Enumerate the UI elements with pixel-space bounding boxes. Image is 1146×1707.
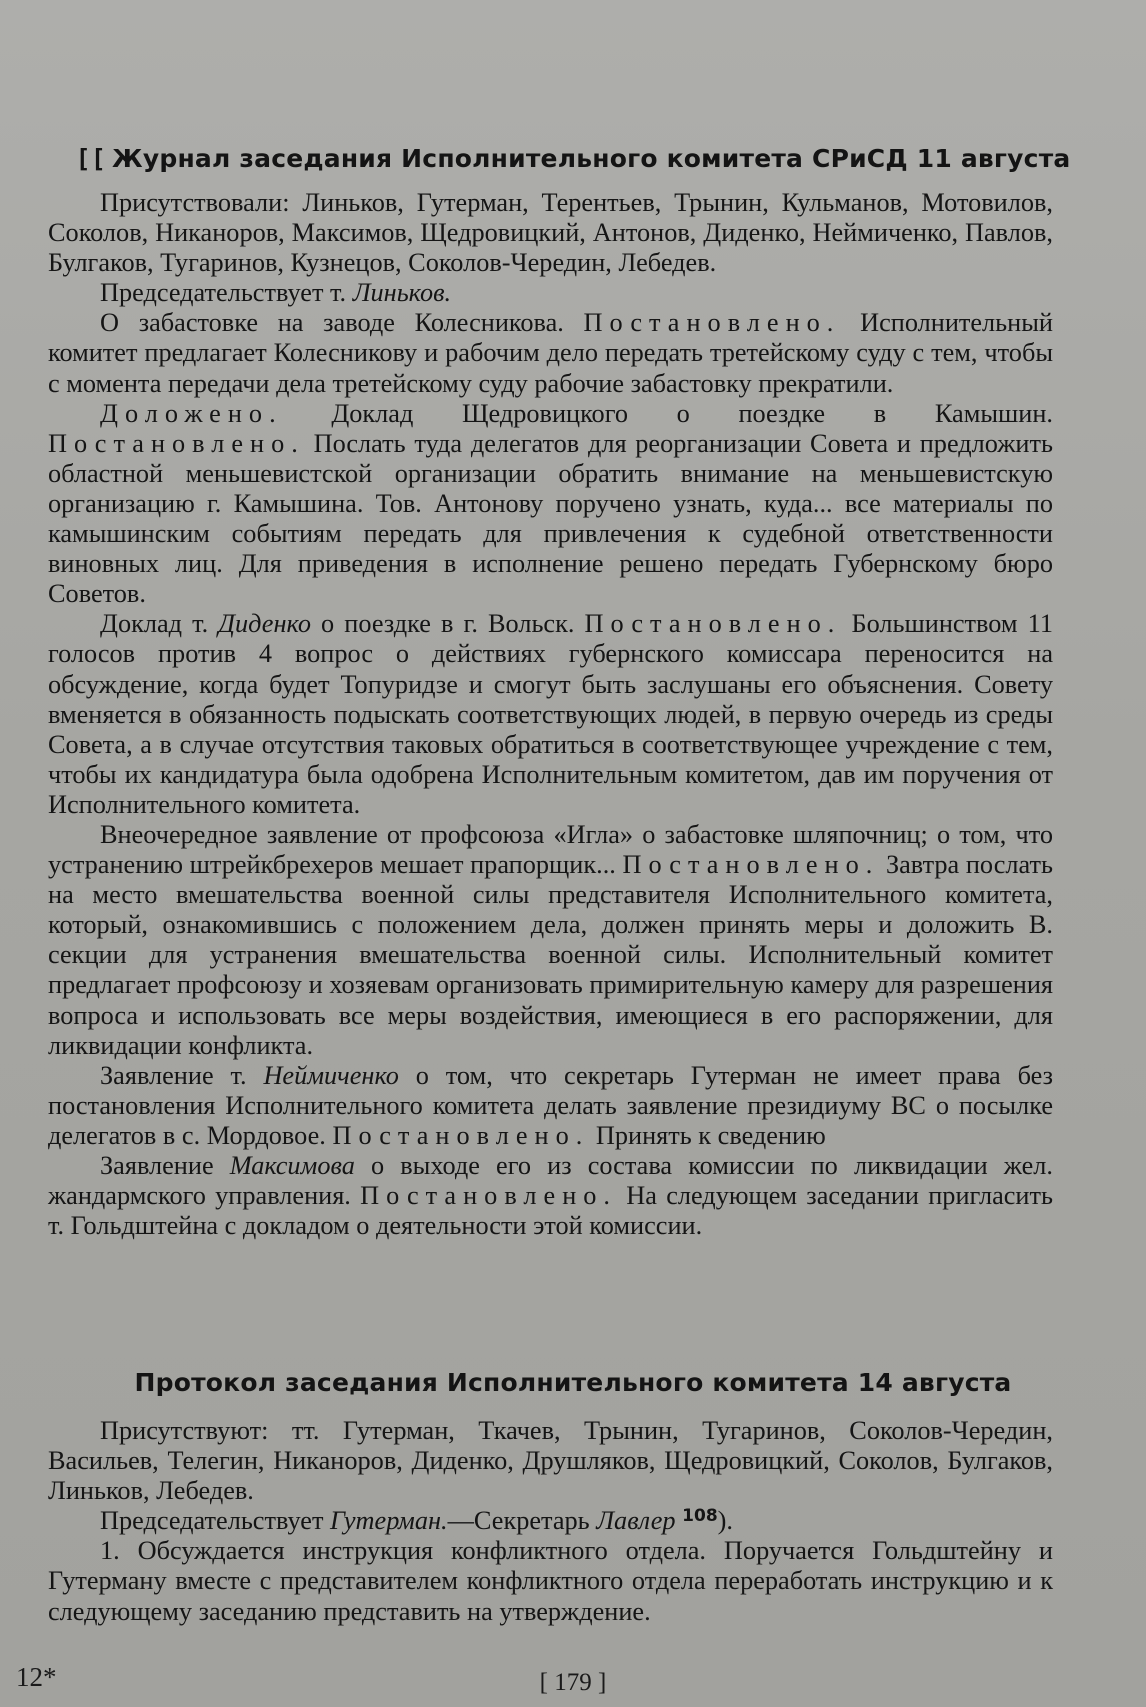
page-number: [ 179 ]	[539, 1669, 607, 1696]
section1-paragraph-3: Доклад т. Диденко о поездке в г. Вольск. Постановлено. Большинством 11 голосов против 4 вопрос о действиях губернского комиссара переносится на обсуждение, когда будет Топуридзе и смогут быть заслушаны его объяснения. Совету вменяется в обязанность подыскать соответствующих людей, в первую очередь из среды Совета, а в случае отсутствия таковых обратиться в соответствующее учреждение с тем, чтобы их кандидатура была одобрена Исполнительным комитетом, дав им поручения от Исполнительного комитета.	[48, 609, 1053, 819]
section1-paragraph-2: Доложено. Доклад Щедровицкого о поездке в Камышин. Постановлено. Послать туда делегатов для реорганизации Совета и предложить областной меньшевистской организации обратить внимание на меньшевистскую организацию г. Камышина. Тов. Антонову поручено узнать, куда... все материалы по камышинским событиям передать для привлечения к судебной ответственности виновных лиц. Для приведения в исполнение решено передать Губернскому бюро Советов.	[48, 398, 1053, 609]
section1-title: [[ Журнал заседания Исполнительного комитета СРиСД 11 августа	[75, 144, 1071, 173]
section1-present: Присутствовали: Линьков, Гутерман, Терентьев, Трынин, Кульманов, Мотовилов, Соколов, Никаноров, Максимов, Щедровицкий, Антонов, Диденко, Неймиченко, Павлов, Булгаков, Тугаринов, Кузнецов, Соколов-Чередин, Лебедев.	[48, 188, 1053, 278]
section2-body	[48, 1416, 1053, 1627]
section2-chair: Председательствует Гутерман.—Секретарь Лавлер $^{108}$).	[100, 1506, 733, 1536]
section1-paragraph-5: Заявление т. Неймиченко о том, что секретарь Гутерман не имеет права без постановления Исполнительного комитета делать заявление президиуму ВС о посылке делегатов в с. Мордовое. Постановлено. Принять к сведению	[48, 1060, 1053, 1150]
signature-mark: 12*	[16, 1662, 57, 1692]
section1-chair: Председательствует т. Линьков.	[100, 278, 452, 308]
footnote-ref: 108	[682, 1506, 718, 1527]
section1-paragraph-6: Заявление Максимова о выходе его из состава комиссии по ликвидации жел. жандармского управления. Постановлено. На следующем заседании пригласить т. Гольдштейна с докладом о деятельности этой комиссии.	[48, 1151, 1053, 1241]
section1-paragraph-4: Внеочередное заявление от профсоюза «Игла» о забастовке шляпочниц; о том, что устранению штрейкбрехеров мешает прапорщик... Постановлено. Завтра послать на место вмешательства военной силы представителя Исполнительного комитета, который, ознакомившись с положением дела, должен принять меры и доложить В. секции для устранения вмешательства военной силы. Исполнительный комитет предлагает профсоюзу и хозяевам организовать примирительную камеру для разрешения вопроса и использовать все меры воздействия, имеющиеся в его распоряжении, для ликвидации конфликта.	[48, 819, 1053, 1060]
section1-paragraph-1: О забастовке на заводе Колесникова. Постановлено. Исполнительный комитет предлагает Колесникову и рабочим дело передать третейскому суду с тем, чтобы с момента передачи дела третейскому суду рабочие забастовку прекратили.	[48, 308, 1053, 398]
bracket-mark: [[	[75, 144, 107, 173]
section2-present: Присутствуют: тт. Гутерман, Ткачев, Трынин, Тугаринов, Соколов-Чередин, Васильев, Телегин, Никаноров, Диденко, Друшляков, Щедровицкий, Соколов, Булгаков, Линьков, Лебедев.	[48, 1416, 1053, 1506]
section2-item-1: 1. Обсуждается инструкция конфликтного отдела. Поручается Гольдштейну и Гутерману вместе с представителем конфликтного отдела переработать инструкцию и к следующему заседанию представить на утверждение.	[48, 1536, 1053, 1626]
section1-body	[48, 188, 1053, 1241]
section2-title: Протокол заседания Исполнительного комитета 14 августа	[134, 1368, 1012, 1397]
